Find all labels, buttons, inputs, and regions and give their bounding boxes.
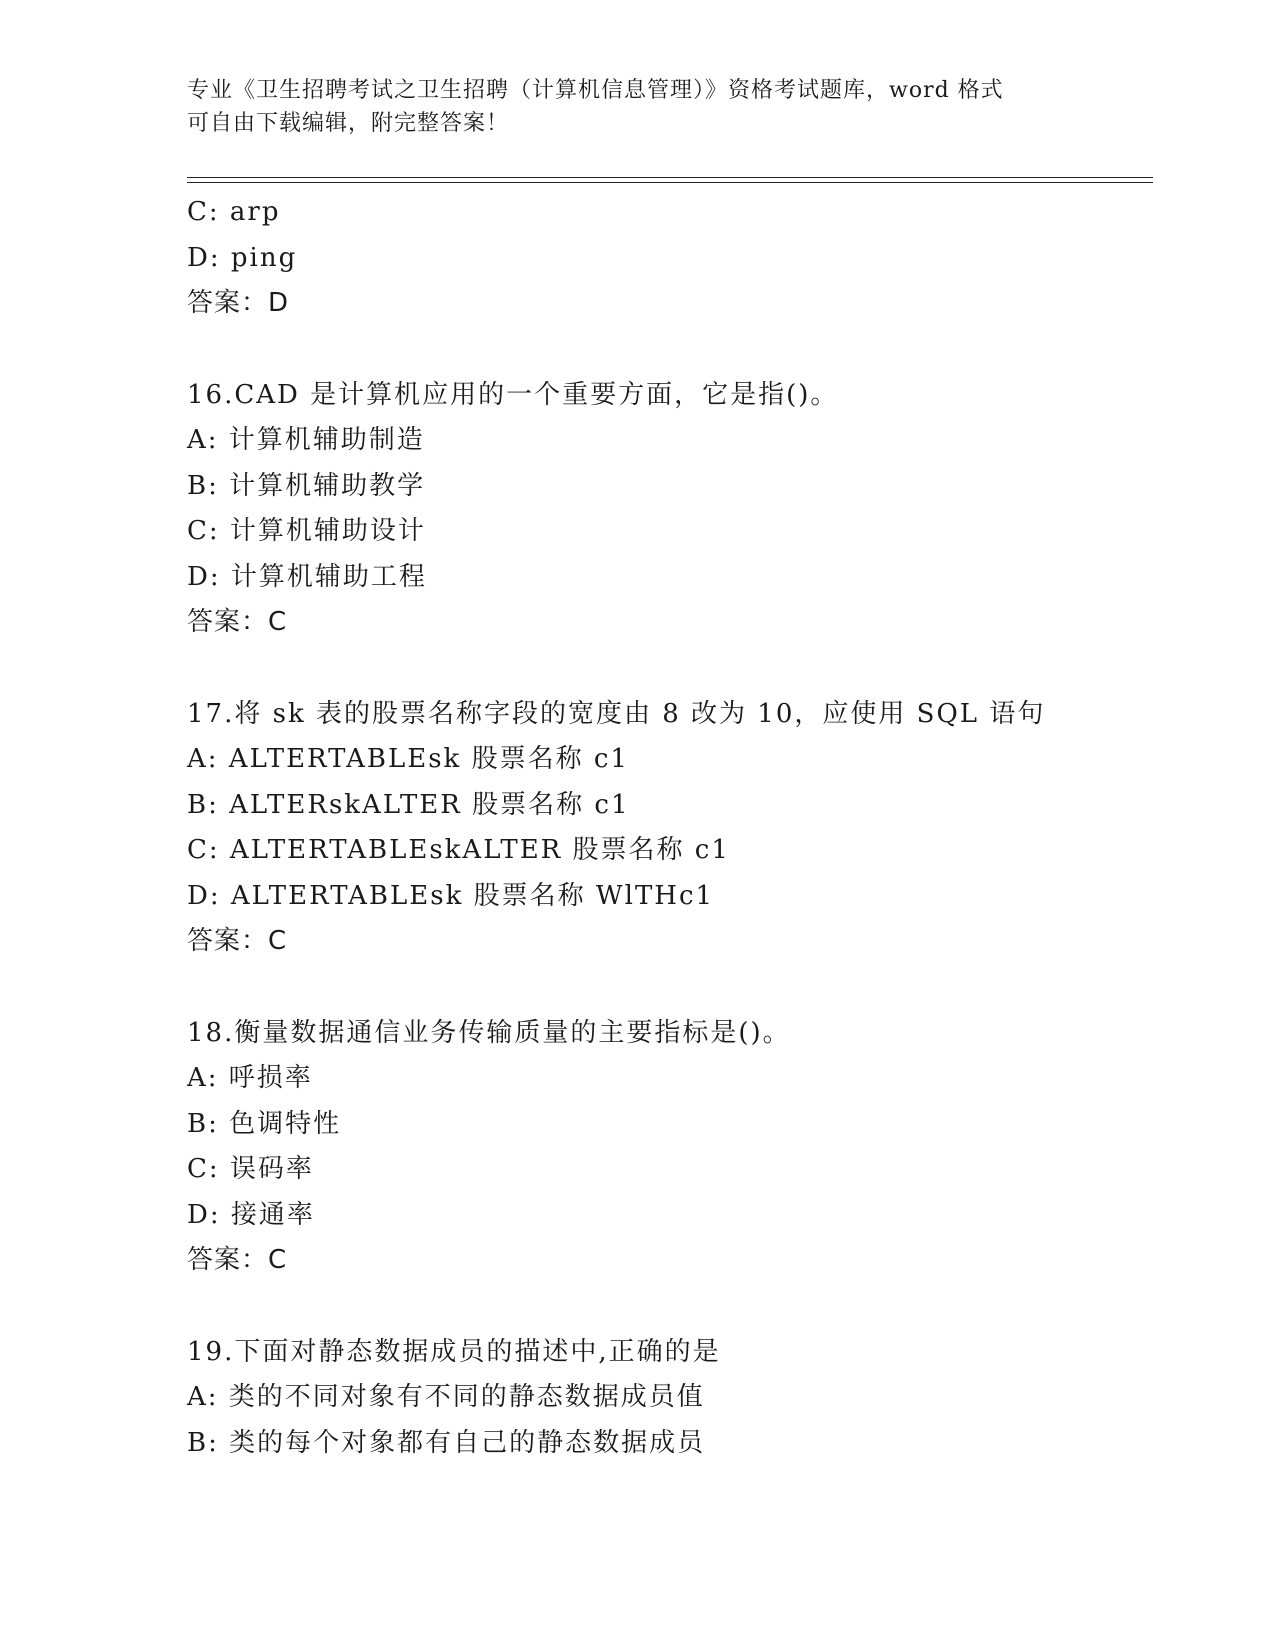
- option-c: C: ALTERTABLEskALTER 股票名称 c1: [187, 835, 730, 865]
- question-15-partial: [187, 190, 1147, 327]
- header-divider-bottom: [187, 182, 1153, 183]
- header-divider-top: [187, 177, 1153, 178]
- option-d: D: 接通率: [187, 1199, 315, 1230]
- option-c: C: 误码率: [187, 1154, 314, 1184]
- answer: 答案：C: [187, 926, 288, 956]
- question-stem: 16.CAD 是计算机应用的一个重要方面，它是指()。: [187, 379, 839, 410]
- option-d: D: ping: [187, 242, 298, 273]
- spacer: [187, 327, 1147, 373]
- question-16: [187, 373, 1147, 646]
- option-b: B: ALTERskALTER 股票名称 c1: [187, 789, 630, 820]
- option-d: D: 计算机辅助工程: [187, 561, 427, 592]
- question-stem: 19.下面对静态数据成员的描述中,正确的是: [187, 1336, 721, 1367]
- question-19: [187, 1330, 1147, 1467]
- question-stem: 17.将 sk 表的股票名称字段的宽度由 8 改为 10，应使用 SQL 语句: [187, 698, 1046, 729]
- spacer: [187, 965, 1147, 1011]
- header-line-1: 专业《卫生招聘考试之卫生招聘（计算机信息管理）》资格考试题库，word 格式: [187, 78, 1004, 103]
- spacer: [187, 646, 1147, 692]
- option-c: C: arp: [187, 197, 281, 227]
- option-a: A: 类的不同对象有不同的静态数据成员值: [187, 1382, 705, 1412]
- question-list: [187, 190, 1147, 1466]
- option-a: A: 呼损率: [187, 1063, 313, 1093]
- question-18: [187, 1011, 1147, 1284]
- question-17: [187, 692, 1147, 965]
- option-b: B: 色调特性: [187, 1108, 342, 1139]
- option-b: B: 类的每个对象都有自己的静态数据成员: [187, 1427, 706, 1458]
- spacer: [187, 1284, 1147, 1330]
- option-b: B: 计算机辅助教学: [187, 470, 426, 501]
- option-a: A: ALTERTABLEsk 股票名称 c1: [187, 744, 629, 774]
- answer: 答案：D: [187, 288, 290, 318]
- answer: 答案：C: [187, 607, 288, 637]
- option-d: D: ALTERTABLEsk 股票名称 WlTHc1: [187, 880, 715, 911]
- answer: 答案：C: [187, 1245, 288, 1275]
- option-c: C: 计算机辅助设计: [187, 516, 426, 546]
- option-a: A: 计算机辅助制造: [187, 425, 425, 455]
- question-stem: 18.衡量数据通信业务传输质量的主要指标是()。: [187, 1017, 791, 1048]
- header-line-2: 可自由下载编辑，附完整答案！: [187, 111, 510, 136]
- document-header: [187, 74, 1087, 140]
